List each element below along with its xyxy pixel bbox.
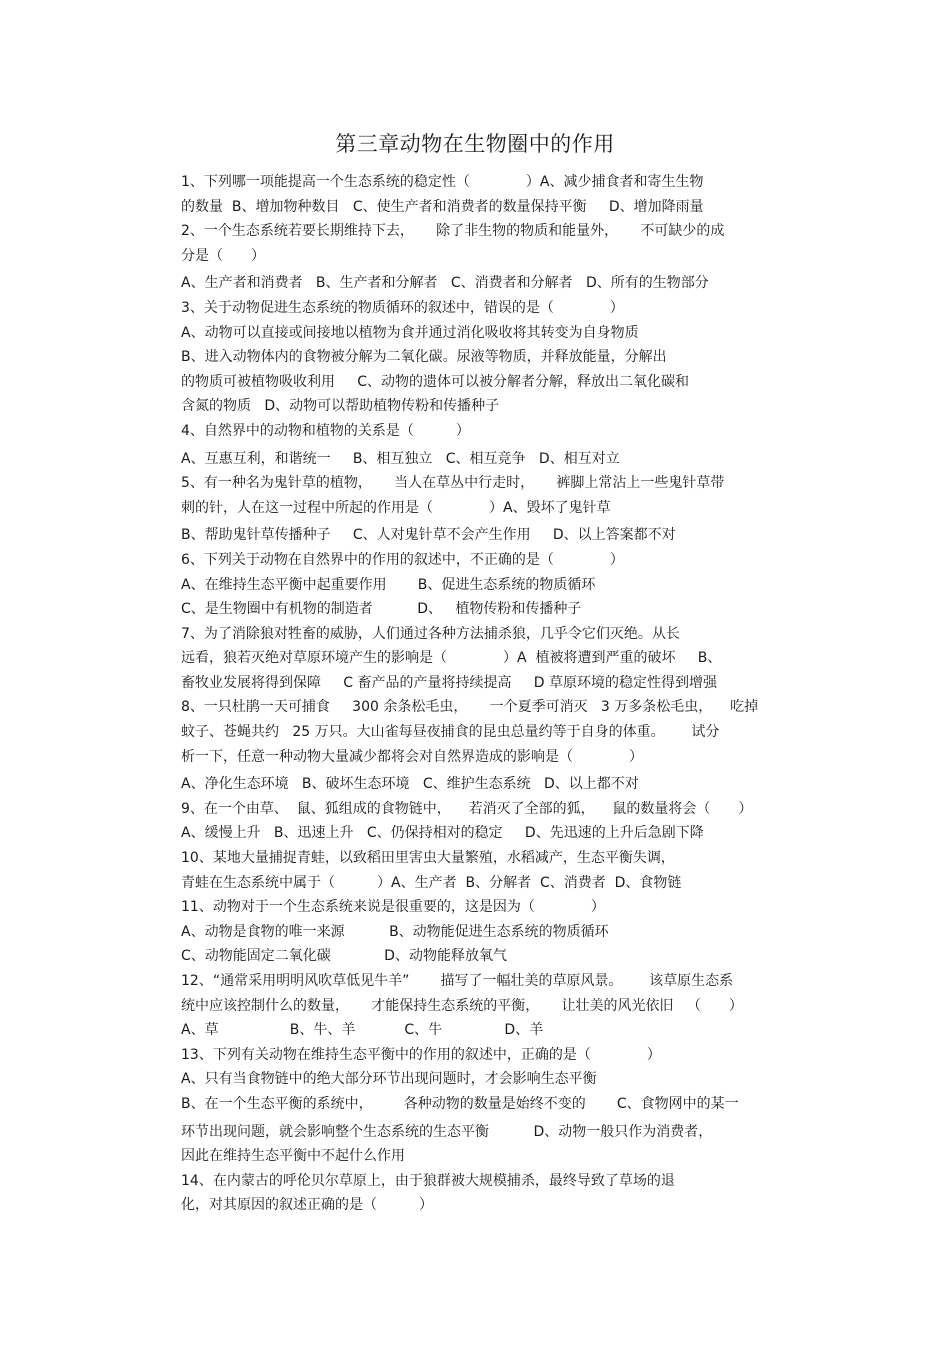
text-line: 14、在内蒙古的呼伦贝尔草原上，由于狼群被大规模捕杀，最终导致了草场的退 xyxy=(181,1172,675,1189)
text-line: 6、下列关于动物在自然界中的作用的叙述中，不正确的是（ ） xyxy=(181,551,624,568)
text-line: 因此在维持生态平衡中不起什么作用 xyxy=(181,1148,405,1165)
text-line: B、帮助鬼针草传播种子 C、人对鬼针草不会产生作用 D、以上答案都不对 xyxy=(181,527,676,544)
text-line: 析一下，任意一种动物大量减少都将会对自然界造成的影响是（ ） xyxy=(181,748,643,765)
document-title: 第三章动物在生物圈中的作用 xyxy=(335,132,615,156)
text-line: 4、自然界中的动物和植物的关系是（ ） xyxy=(181,422,470,439)
text-line: C、动物能固定二氧化碳 D、动物能释放氧气 xyxy=(181,948,507,965)
text-line: A、缓慢上升 B、迅速上升 C、仍保持相对的稳定 D、先迅速的上升后急剧下降 xyxy=(181,825,704,842)
text-line: A、净化生态环境 B、破坏生态环境 C、维护生态系统 D、以上都不对 xyxy=(181,776,639,793)
text-line: 的数量 B、增加物种数目 C、使生产者和消费者的数量保持平衡 D、增加降雨量 xyxy=(181,198,704,215)
text-line: 8、一只杜鹃一天可捕食 300 余条松毛虫， 一个夏季可消灭 3 万多条松毛虫， 吃掉 xyxy=(181,699,759,716)
text-line: 1、下列哪一项能提高一个生态系统的稳定性（ ）A、减少捕食者和寄生生物 xyxy=(181,174,704,190)
text-line: 青蛙在生态系统中属于（ ）A、生产者 B、分解者 C、消费者 D、食物链 xyxy=(181,874,682,891)
text-line: 化，对其原因的叙述正确的是（ ） xyxy=(181,1197,433,1214)
text-line: C、是生物圈中有机物的制造者 D、 植物传粉和传播种子 xyxy=(181,601,582,618)
text-line: 10、某地大量捕捉青蛙，以致稻田里害虫大量繁殖，水稻减产，生态平衡失调， xyxy=(181,850,675,867)
text-line: A、在维持生态平衡中起重要作用 B、促进生态系统的物质循环 xyxy=(181,576,596,593)
question-list xyxy=(181,170,781,1218)
text-line: 3、关于动物促进生态系统的物质循环的叙述中，错误的是（ ） xyxy=(181,299,624,316)
text-line: A、草 B、牛、羊 C、牛 D、羊 xyxy=(181,1022,544,1039)
text-line: 蚊子、苍蝇共约 25 万只。大山雀每昼夜捕食的昆虫总量约等于自身的体重。 试分 xyxy=(181,724,720,741)
text-line: 远看，狼若灭绝对草原环境产生的影响是（ ）A 植被将遭到严重的破坏 B、 xyxy=(181,650,722,667)
text-line: 统中应该控制什么的数量， 才能保持生态系统的平衡， 让壮美的风光依旧 （ ） xyxy=(181,997,743,1014)
text-line: 环节出现问题，就会影响整个生态系统的生态平衡 D、动物一般只作为消费者， xyxy=(181,1123,713,1140)
text-line: A、只有当食物链中的绝大部分环节出现问题时，才会影响生态平衡 xyxy=(181,1071,597,1088)
text-line: 分是（ ） xyxy=(181,247,265,264)
text-line: 5、有一种名为鬼针草的植物， 当人在草丛中行走时， 裤脚上常沾上一些鬼针草带 xyxy=(181,475,725,492)
text-line: A、生产者和消费者 B、生产者和分解者 C、消费者和分解者 D、所有的生物部分 xyxy=(181,275,709,292)
text-line: 11、动物对于一个生态系统来说是很重要的，这是因为（ ） xyxy=(181,899,605,916)
text-line: 畜牧业发展将得到保障 C 畜产品的产量将持续提高 D 草原环境的稳定性得到增强 xyxy=(181,674,717,691)
text-line: 含氮的物质 D、动物可以帮助植物传粉和传播种子 xyxy=(181,398,500,415)
text-line: 7、为了消除狼对牲畜的威胁，人们通过各种方法捕杀狼，几乎令它们灭绝。从长 xyxy=(181,625,680,642)
text-line: 9、在一个由草、 鼠、狐组成的食物链中， 若消灭了全部的狐， 鼠的数量将会（ ） xyxy=(181,800,753,817)
text-line: B、在一个生态平衡的系统中， 各种动物的数量是始终不变的 C、食物网中的某一 xyxy=(181,1095,739,1112)
text-line: A、动物可以直接或间接地以植物为食并通过消化吸收将其转变为自身物质 xyxy=(181,324,639,341)
text-line: 12、“通常采用明明风吹草低见牛羊” 描写了一幅壮美的草原风景。 该草原生态系 xyxy=(181,973,734,989)
text-line: B、进入动物体内的食物被分解为二氧化碳。尿液等物质，并释放能量，分解出 xyxy=(181,349,667,366)
text-line: 的物质可被植物吸收利用 C、动物的遗体可以被分解者分解，释放出二氧化碳和 xyxy=(181,373,690,390)
text-line: A、互惠互利，和谐统一 B、相互独立 C、相互竞争 D、相互对立 xyxy=(181,450,620,467)
text-line: 2、一个生态系统若要长期维持下去， 除了非生物的物质和能量外， 不可缺少的成 xyxy=(181,223,725,240)
text-line: A、动物是食物的唯一来源 B、动物能促进生态系统的物质循环 xyxy=(181,923,609,940)
text-line: 刺的针，人在这一过程中所起的作用是（ ）A、毁坏了鬼针草 xyxy=(181,499,611,516)
text-line: 13、下列有关动物在维持生态平衡中的作用的叙述中，正确的是（ ） xyxy=(181,1046,661,1063)
